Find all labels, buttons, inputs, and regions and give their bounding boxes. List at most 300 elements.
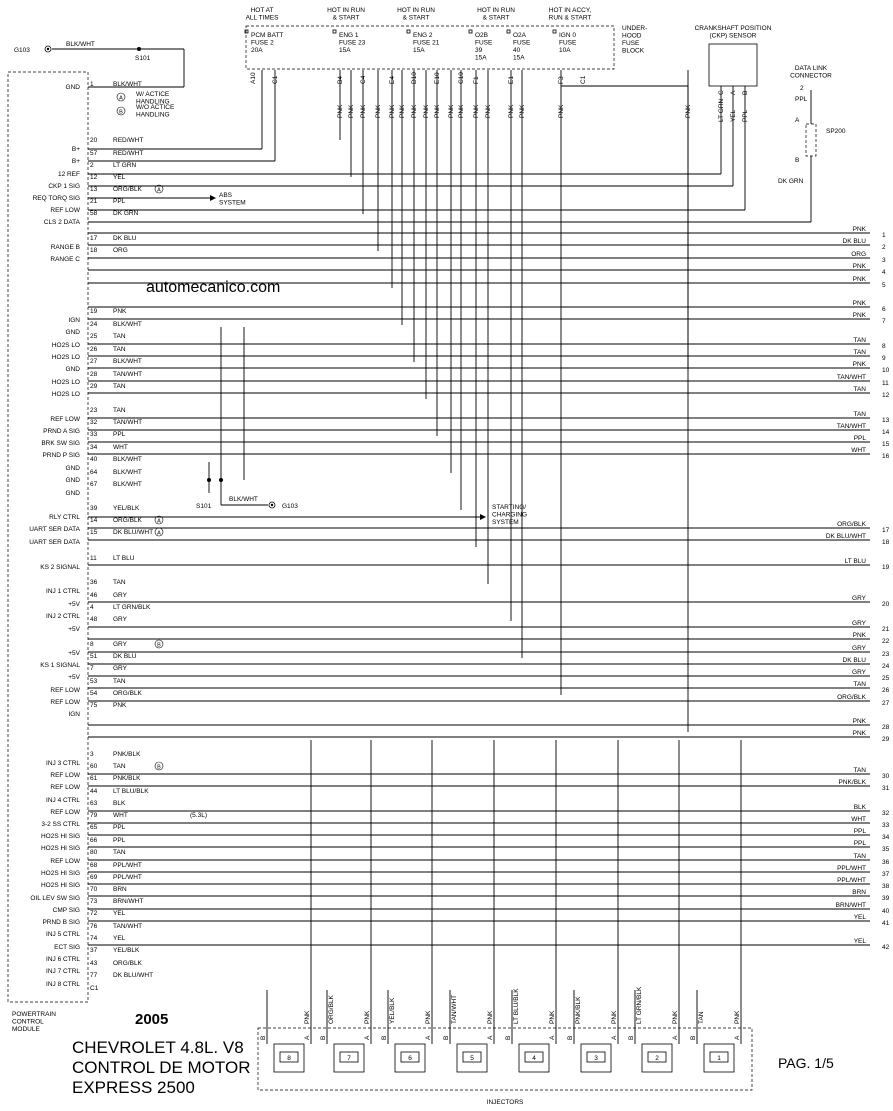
pcm-pin-number: 7 — [90, 665, 94, 672]
terminal-number: 12 — [882, 392, 890, 399]
terminal-number: 24 — [882, 663, 890, 670]
pcm-signal-name: INJ 4 CTRL — [46, 797, 80, 804]
pcm-wire-color: PPL — [113, 824, 126, 831]
terminal-wire-color: TAN — [853, 681, 866, 688]
fuse-pin-label: E10 — [434, 72, 441, 84]
pcm-pin-number: 14 — [90, 517, 98, 524]
terminal-wire-color: YEL — [853, 938, 866, 945]
terminal-wire-color: YEL — [853, 914, 866, 921]
pcm-signal-name: INJ 1 CTRL — [46, 588, 80, 595]
pcm-wire-color: YEL/BLK — [113, 947, 140, 954]
injector-pin-a: A — [611, 1035, 618, 1040]
fuse-symbol — [469, 30, 472, 33]
pcm-pin-number: 27 — [90, 358, 98, 365]
abs-note: ABS — [219, 192, 233, 199]
ckp-sensor-title: CRANKSHAFT POSITION — [694, 25, 772, 32]
injector-pin-b: B — [320, 1035, 327, 1040]
power-source-label: & START — [402, 14, 430, 22]
injector-b-color: PNK/BLK — [575, 996, 582, 1024]
pcm-pin-number: 26 — [90, 346, 98, 353]
terminal-number: 25 — [882, 675, 890, 682]
terminal-number: 30 — [882, 773, 890, 780]
pcm-wire-color: DK BLU — [113, 235, 137, 242]
pcm-wire-color: PPL — [113, 198, 126, 205]
terminal-wire-color: GRY — [852, 595, 866, 602]
injector-b-color: YEL/BLK — [389, 997, 396, 1024]
pcm-pin-number: C1 — [90, 985, 99, 992]
terminal-wire-color: GRY — [852, 620, 866, 627]
fuse-label: O2A — [513, 32, 527, 39]
fuse-label: PCM BATT — [251, 32, 284, 39]
terminal-number: 10 — [882, 367, 890, 374]
pcm-wire-color: RED/WHT — [113, 137, 144, 144]
terminal-number: 11 — [882, 380, 889, 387]
injector-a-color: PNK — [364, 1010, 371, 1024]
injector-b-color: TAN/WHT — [451, 994, 458, 1024]
pcm-signal-name: GND — [65, 329, 80, 336]
fuse-symbol — [553, 30, 556, 33]
pcm-pin-number: 24 — [90, 321, 98, 328]
pcm-signal-name: +5V — [68, 601, 80, 608]
injectors-label: INJECTORS — [486, 1099, 524, 1106]
ckp-wire-color: PPL — [742, 109, 749, 122]
pcm-wire-color: BLK/WHT — [113, 358, 142, 365]
pcm-pin-number: 63 — [90, 800, 98, 807]
pcm-signal-name: REF LOW — [50, 772, 80, 779]
pcm-pin-number: 80 — [90, 849, 98, 856]
pcm-note: (5.3L) — [190, 812, 207, 819]
terminal-wire-color: TAN — [853, 853, 866, 860]
pcm-pin-number: 15 — [90, 529, 98, 536]
injector-number: 8 — [287, 1055, 291, 1062]
terminal-wire-color: PPL — [853, 840, 866, 847]
terminal-wire-color: TAN/WHT — [836, 423, 866, 430]
terminal-number: 23 — [882, 651, 890, 658]
arrow-icon — [480, 514, 486, 520]
pcm-signal-name: CMP SIG — [52, 907, 80, 914]
pcm-signal-name: GND — [65, 465, 80, 472]
terminal-wire-color: PNK — [852, 226, 866, 233]
pcm-wire-color: TAN — [113, 579, 126, 586]
pnk-wire-label: PNK — [485, 104, 492, 118]
pcm-wire-color: PNK/BLK — [113, 751, 141, 758]
injector-pin-a: A — [734, 1035, 741, 1040]
pcm-pin-number: 51 — [90, 653, 98, 660]
pcm-pin-number: 65 — [90, 824, 98, 831]
injector-number: 6 — [408, 1055, 412, 1062]
pnk-wire-label: PNK — [348, 104, 355, 118]
pcm-pin-number: 69 — [90, 874, 98, 881]
terminal-number: 26 — [882, 687, 890, 694]
power-source-label: HOT IN RUN — [477, 7, 515, 14]
option-marker-letter: B — [157, 764, 161, 771]
pcm-wire-color: PPL — [113, 837, 126, 844]
pcm-signal-name: PRND P SIG — [42, 452, 80, 459]
terminal-number: 2 — [882, 244, 886, 251]
pcm-wire-color: YEL/BLK — [113, 505, 140, 512]
pnk-wire-label: PNK — [337, 104, 344, 118]
splice-pin-a: A — [795, 117, 800, 124]
pcm-pin-number: 4 — [90, 604, 94, 611]
pcm-pin-number: 20 — [90, 137, 98, 144]
pcm-wire-color: ORG/BLK — [113, 517, 142, 524]
pcm-wire-color: ORG/BLK — [113, 960, 142, 967]
pcm-signal-name: REF LOW — [50, 207, 80, 214]
terminal-wire-color: WHT — [851, 816, 866, 823]
pcm-signal-name: UART SER DATA — [29, 539, 80, 546]
injector-a-color: PNK — [304, 1010, 311, 1024]
pcm-pin-number: 70 — [90, 886, 98, 893]
terminal-number: 29 — [882, 736, 890, 743]
pcm-signal-name: B+ — [71, 146, 80, 153]
pcm-pin-number: 12 — [90, 174, 98, 181]
pnk-wire-label: PNK — [558, 104, 565, 118]
injector-pin-b: B — [260, 1035, 267, 1040]
pcm-signal-name: IGN — [68, 711, 80, 718]
terminal-number: 41 — [882, 920, 890, 927]
terminal-number: 37 — [882, 871, 890, 878]
pcm-signal-name: HO2S HI SIG — [40, 882, 80, 889]
injector-pin-a: A — [304, 1035, 311, 1040]
pcm-signal-name: REQ TORQ SIG — [32, 195, 80, 202]
pcm-signal-name: +5V — [68, 626, 80, 633]
power-source-label: ALL TIMES — [245, 14, 279, 22]
terminal-number: 7 — [882, 318, 886, 325]
pcm-signal-name: REF LOW — [50, 687, 80, 694]
terminal-wire-color: PNK — [852, 730, 866, 737]
pnk-wire-label: PNK — [508, 104, 515, 118]
fuse-label: FUSE — [475, 39, 493, 47]
option-marker-letter: A — [119, 95, 123, 102]
pcm-wire-color: DK BLU/WHT — [113, 972, 154, 979]
pcm-wire-color: GRY — [113, 592, 127, 599]
terminal-number: 28 — [882, 724, 890, 731]
abs-note: SYSTEM — [219, 199, 246, 207]
fuse-symbol — [333, 30, 336, 33]
fuse-label: 15A — [513, 54, 525, 62]
pnk-wire-label: PNK — [473, 104, 480, 118]
pcm-wire-color: PPL/WHT — [113, 874, 142, 881]
fuse-block-label: UNDER- — [622, 25, 648, 32]
pcm-pin-number: 8 — [90, 641, 94, 648]
fuse-label: O2B — [475, 32, 489, 39]
terminal-number: 17 — [882, 527, 890, 534]
pcm-signal-name: HO2S HI SIG — [40, 833, 80, 840]
terminal-wire-color: PNK — [852, 632, 866, 639]
injector-number: 1 — [717, 1055, 721, 1062]
pcm-signal-name: HO2S HI SIG — [40, 845, 80, 852]
pnk-wire-label: PNK — [448, 104, 455, 118]
terminal-number: 34 — [882, 834, 890, 841]
terminal-number: 9 — [882, 355, 886, 362]
pcm-wire-color: TAN — [113, 678, 126, 685]
pcm-wire-color: TAN — [113, 346, 126, 353]
terminal-number: 42 — [882, 944, 890, 951]
pnk-wire-label: PNK — [411, 104, 418, 118]
fuse-label: FUSE 21 — [413, 39, 440, 47]
option-marker-letter: B — [119, 109, 123, 116]
title-line: EXPRESS 2500 — [72, 1078, 195, 1097]
pcm-wire-color: LT BLU — [113, 555, 135, 562]
pcm-signal-name: HO2S LO — [51, 354, 80, 361]
pcm-wire-color: DK GRN — [113, 210, 139, 217]
terminal-number: 35 — [882, 846, 890, 853]
pcm-pin-number: 3 — [90, 751, 94, 758]
pcm-signal-name: HO2S LO — [51, 342, 80, 349]
splice-wire-color: DK GRN — [778, 178, 804, 185]
injector-b-color: TAN — [698, 1011, 705, 1024]
pnk-wire-label: PNK — [434, 104, 441, 118]
fuse-pin-label: C10 — [458, 72, 465, 84]
pcm-pin-number: 18 — [90, 247, 98, 254]
pcm-signal-name: REF LOW — [50, 699, 80, 706]
terminal-wire-color: PNK/BLK — [838, 779, 866, 786]
pcm-signal-name: INJ 7 CTRL — [46, 968, 80, 975]
injector-pin-b: B — [443, 1035, 450, 1040]
terminal-wire-color: ORG/BLK — [837, 521, 866, 528]
pcm-pin-number: 77 — [90, 972, 98, 979]
fuse-pin-label: D10 — [411, 72, 418, 84]
terminal-number: 40 — [882, 908, 890, 915]
fuse-block-label: BLOCK — [622, 47, 645, 55]
pcm-pin-number: 39 — [90, 505, 98, 512]
pcm-signal-name: PRND A SIG — [43, 428, 80, 435]
splice-label: S101 — [196, 503, 212, 510]
pcm-signal-name: HO2S HI SIG — [40, 870, 80, 877]
terminal-number: 19 — [882, 564, 890, 571]
ckp-wire-color: YEL — [730, 109, 737, 122]
pcm-pin-number: 36 — [90, 579, 98, 586]
terminal-wire-color: DK BLU — [842, 238, 866, 245]
ckp-sensor-title: (CKP) SENSOR — [709, 32, 757, 40]
pcm-signal-name: GND — [65, 477, 80, 484]
pcm-signal-name: 12 REF — [57, 171, 80, 178]
injector-pin-a: A — [672, 1035, 679, 1040]
pcm-pin-number: 57 — [90, 150, 98, 157]
pcm-wire-color: BLK/WHT — [113, 481, 142, 488]
power-source-label: & START — [482, 14, 510, 22]
pnk-wire-label: PNK — [389, 104, 396, 118]
pcm-wire-color: WHT — [113, 812, 128, 819]
pnk-wire-label: PNK — [375, 104, 382, 118]
pcm-wire-color: BLK — [113, 800, 126, 807]
pnk-wire-label: PNK — [360, 104, 367, 118]
pcm-wire-color: TAN/WHT — [113, 419, 143, 426]
charging-note: CHARGING — [492, 511, 528, 519]
injector-number: 2 — [655, 1055, 659, 1062]
terminal-wire-color: PPL/WHT — [837, 865, 866, 872]
pcm-wire-color: GRY — [113, 616, 127, 623]
injector-a-color: PNK — [549, 1010, 556, 1024]
pcm-pin-number: 2 — [90, 162, 94, 169]
pcm-pin-number: 79 — [90, 812, 98, 819]
pcm-pin-number: 34 — [90, 444, 98, 451]
fuse-label: IGN 0 — [559, 32, 576, 39]
pcm-pin-number: 66 — [90, 837, 98, 844]
fuse-pin-label: C1 — [580, 75, 587, 84]
terminal-wire-color: TAN — [853, 386, 866, 393]
pcm-signal-name: INJ 2 CTRL — [46, 613, 80, 620]
pcm-signal-name: 3-2 SS CTRL — [41, 821, 80, 828]
pcm-signal-name: KS 1 SIGNAL — [40, 662, 80, 669]
terminal-number: 22 — [882, 638, 890, 645]
pcm-wire-color: TAN — [113, 849, 126, 856]
dlc-title: DATA LINK — [794, 65, 828, 72]
pcm-wire-color: BLK/WHT — [113, 81, 142, 88]
pcm-pin-number: 17 — [90, 235, 98, 242]
injector-number: 3 — [594, 1055, 598, 1062]
dlc-title: CONNECTOR — [790, 72, 832, 80]
pcm-signal-name: HO2S LO — [51, 391, 80, 398]
terminal-wire-color: DK BLU/WHT — [825, 533, 866, 540]
injector-pin-b: B — [381, 1035, 388, 1040]
legend-text: HANDLING — [136, 111, 170, 119]
pcm-pin-number: 33 — [90, 431, 98, 438]
pcm-signal-name: +5V — [68, 650, 80, 657]
option-marker-letter: A — [157, 530, 161, 537]
power-source-label: & START — [332, 14, 360, 22]
pcm-wire-color: BRN/WHT — [113, 898, 144, 905]
pnk-wire-label: PNK — [458, 104, 465, 118]
terminal-wire-color: TAN — [853, 349, 866, 356]
terminal-number: 15 — [882, 441, 890, 448]
fuse-label: FUSE 23 — [339, 39, 366, 47]
wire-color: BLK/WHT — [66, 41, 95, 48]
fuse-label: FUSE — [559, 39, 577, 47]
pcm-pin-number: 61 — [90, 775, 98, 782]
fuse-pin-label: E4 — [389, 76, 396, 84]
splice-name: SP200 — [826, 128, 846, 135]
fuse-label: 40 — [513, 47, 521, 54]
pcm-pin-number: 73 — [90, 898, 98, 905]
fuse-label: FUSE 2 — [251, 39, 274, 47]
pcm-wire-color: BLK/WHT — [113, 456, 142, 463]
pcm-wire-color: PNK/BLK — [113, 775, 141, 782]
terminal-wire-color: GRY — [852, 669, 866, 676]
injector-a-color: PNK — [425, 1010, 432, 1024]
pcm-label: CONTROL — [12, 1018, 44, 1026]
terminal-number: 13 — [882, 417, 890, 424]
pcm-pin-number: 1 — [90, 81, 94, 88]
pcm-pin-number: 67 — [90, 481, 98, 488]
terminal-wire-color: WHT — [851, 447, 866, 454]
charging-note: STARTING/ — [492, 504, 527, 511]
pcm-signal-name: RLY CTRL — [49, 514, 80, 521]
terminal-wire-color: DK BLU — [842, 657, 866, 664]
splice-pin-b: B — [795, 157, 800, 164]
terminal-wire-color: ORG/BLK — [837, 694, 866, 701]
pcm-pin-number: 23 — [90, 407, 98, 414]
pcm-wire-color: PPL — [113, 431, 126, 438]
pcm-pin-number: 37 — [90, 947, 98, 954]
fuse-label: 15A — [339, 47, 351, 54]
fuse-symbol — [507, 30, 510, 33]
ckp-wire-color: LT GRN — [718, 98, 725, 122]
pcm-signal-name: GND — [65, 84, 80, 91]
pcm-pin-number: 11 — [90, 555, 97, 562]
pcm-wire-color: BLK/WHT — [113, 469, 142, 476]
pcm-wire-color: ORG/BLK — [113, 186, 142, 193]
injector-pin-a: A — [364, 1035, 371, 1040]
terminal-wire-color: TAN/WHT — [836, 374, 866, 381]
terminal-number: 21 — [882, 626, 890, 633]
terminal-wire-color: PNK — [852, 300, 866, 307]
terminal-wire-color: PPL — [853, 828, 866, 835]
fuse-symbol — [407, 30, 410, 33]
fuse-label: 10A — [559, 47, 571, 54]
pcm-signal-name: HO2S LO — [51, 379, 80, 386]
fuse-pin-label: C4 — [360, 75, 367, 84]
pcm-pin-number: 72 — [90, 910, 98, 917]
terminal-number: 8 — [882, 343, 886, 350]
fuse-pin-label: E1 — [508, 76, 515, 84]
terminal-wire-color: BLK — [853, 804, 866, 811]
fuse-symbol — [245, 30, 248, 33]
charging-note: SYSTEM — [492, 519, 519, 526]
terminal-number: 39 — [882, 895, 890, 902]
power-source-label: HOT IN RUN — [327, 7, 365, 14]
pcm-wire-color: BRN — [113, 886, 127, 893]
pcm-label: POWERTRAIN — [12, 1011, 56, 1018]
arrow-icon — [210, 195, 216, 201]
injector-a-color: PNK — [487, 1010, 494, 1024]
pcm-pin-number: 21 — [90, 198, 98, 205]
pcm-signal-name: REF LOW — [50, 416, 80, 423]
terminal-number: 3 — [882, 257, 886, 264]
terminal-wire-color: ORG — [851, 251, 866, 258]
fuse-pin-label: A10 — [250, 72, 257, 84]
injector-number: 5 — [470, 1055, 474, 1062]
pcm-signal-name: GND — [65, 366, 80, 373]
splice-label: S101 — [135, 55, 151, 62]
ground-splice-mid — [207, 327, 275, 508]
terminal-wire-color: PNK — [852, 263, 866, 270]
pcm-wire-color: WHT — [113, 444, 128, 451]
pcm-pin-number: 48 — [90, 616, 98, 623]
fuse-label: 20A — [251, 47, 263, 54]
pcm-wire-color: BLK/WHT — [113, 321, 142, 328]
pcm-signal-name: B+ — [71, 158, 80, 165]
terminal-wire-color: GRY — [852, 645, 866, 652]
pcm-signal-name: RANGE C — [50, 256, 80, 263]
dynamic-wires — [88, 30, 870, 1072]
fuse-label: ENG 2 — [413, 32, 433, 39]
pcm-pin-number: 74 — [90, 935, 98, 942]
pcm-wire-color: ORG — [113, 247, 128, 254]
pnk-wire-label: PNK — [399, 104, 406, 118]
pcm-wire-color: LT GRN/BLK — [113, 604, 151, 611]
terminal-wire-color: PPL/WHT — [837, 877, 866, 884]
injector-a-color: PNK — [611, 1010, 618, 1024]
power-source-label: HOT IN RUN — [397, 7, 435, 14]
pcm-pin-number: 68 — [90, 862, 98, 869]
pcm-pin-number: 60 — [90, 763, 98, 770]
terminal-wire-color: LT BLU — [844, 558, 866, 565]
pcm-signal-name: REF LOW — [50, 858, 80, 865]
pcm-signal-name: REF LOW — [50, 784, 80, 791]
terminal-number: 36 — [882, 859, 890, 866]
pcm-pin-number: 25 — [90, 333, 98, 340]
terminal-wire-color: TAN — [853, 411, 866, 418]
fuse-pin-label: F3 — [558, 76, 565, 84]
pcm-signal-name: ECT SIG — [54, 944, 80, 951]
injector-a-color: PNK — [672, 1010, 679, 1024]
wire-color: BLK/WHT — [229, 496, 258, 503]
ckp-sensor-box — [709, 44, 757, 86]
terminal-number: 14 — [882, 429, 890, 436]
pcm-wire-color: TAN/WHT — [113, 923, 143, 930]
power-source-label: RUN & START — [548, 14, 592, 22]
